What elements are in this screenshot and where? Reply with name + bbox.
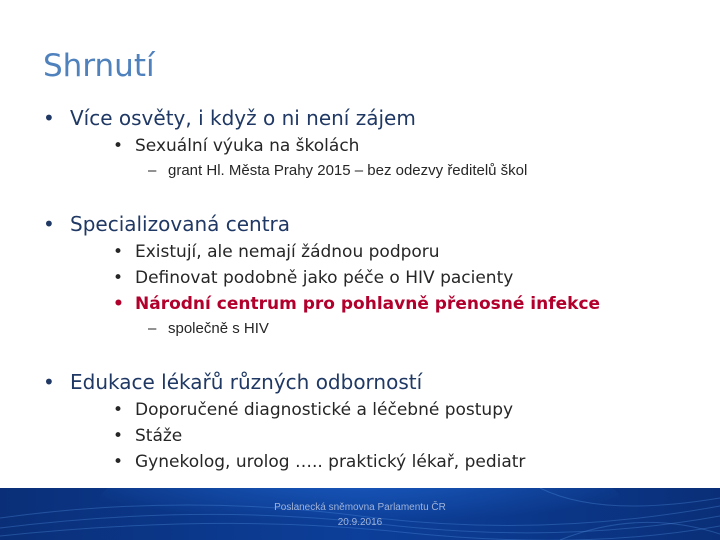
bullet: • [113,136,124,156]
bullet-item [113,426,182,446]
bullet-item [43,370,422,394]
bullet: • [113,294,124,314]
bullet: • [43,370,55,394]
footer-date: 20.9.2016 [337,517,383,528]
item-text: Doporučené diagnostické a léčebné postupy [135,400,514,420]
subitem-text: společně s HIV [168,320,269,337]
bullet: • [43,212,55,236]
bullet-item [43,106,416,130]
footer-background [0,488,720,540]
slide-title: Shrnutí [43,48,155,84]
bullet: • [113,268,124,288]
bullet: • [113,242,124,262]
item-text: Gynekolog, urolog ….. praktický lékař, pediatr [135,452,526,472]
item-text: Národní centrum pro pohlavně přenosné infekce [135,294,601,314]
section-heading: Specializovaná centra [70,212,291,236]
section-heading: Edukace lékařů různých odborností [70,370,423,394]
bullet: • [113,400,124,420]
item-text: Existují, ale nemají žádnou podporu [135,242,440,262]
item-text: Definovat podobně jako péče o HIV pacienty [135,268,514,288]
bullet: • [113,452,124,472]
subitem-text: grant Hl. Města Prahy 2015 – bez odezvy ředitelů škol [168,162,528,179]
section-heading: Více osvěty, i když o ni není zájem [70,106,416,130]
bullet-item-highlight [113,294,600,314]
bullet-item [113,268,513,288]
item-text: Stáže [135,426,183,446]
dash: – [148,320,157,337]
bullet-item [113,242,440,262]
footer-line1: Poslanecká sněmovna Parlamentu ČR [274,502,446,513]
bullet-item [113,452,525,472]
item-text: Sexuální výuka na školách [135,136,360,156]
bullet: • [43,106,55,130]
bullet: • [113,426,124,446]
footer-band [0,488,720,540]
bullet-item [113,136,359,156]
bullet-item [113,400,513,420]
bullet-item [43,212,290,236]
sub-item [148,320,269,337]
sub-item [148,162,527,179]
dash: – [148,162,157,179]
